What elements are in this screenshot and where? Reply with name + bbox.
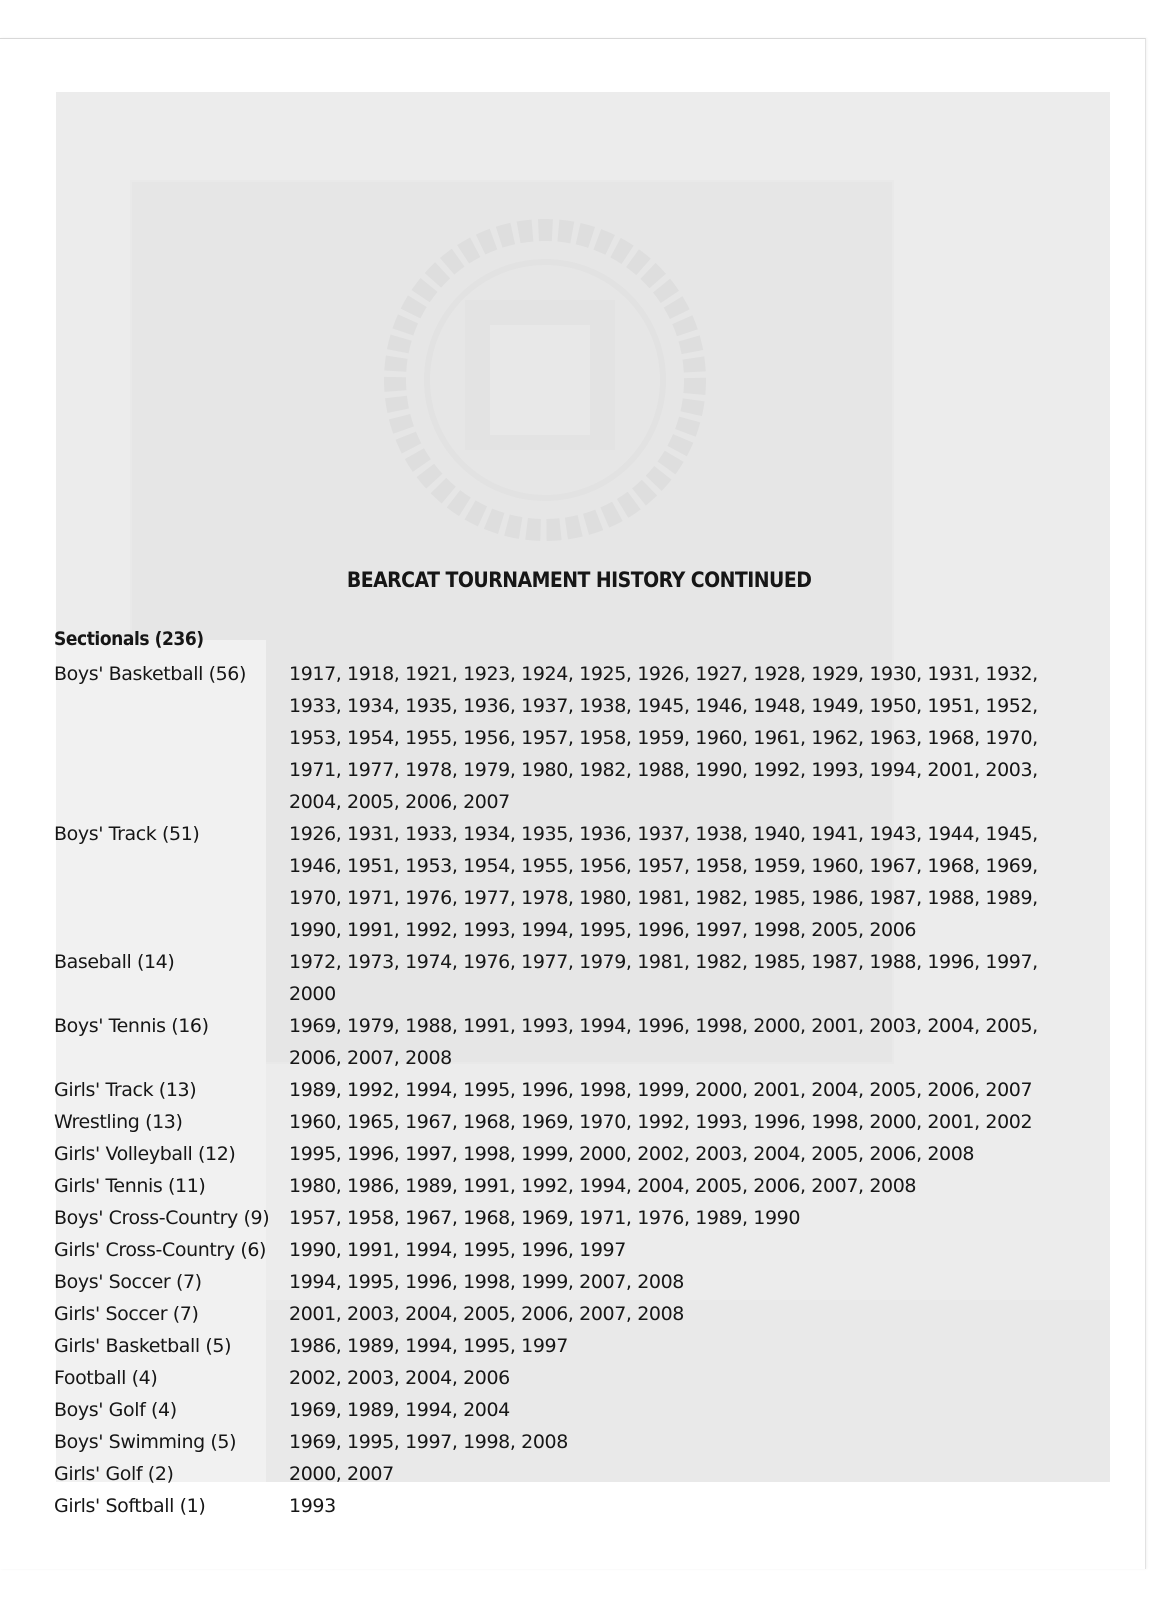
table-row	[54, 1298, 1074, 1330]
sport-years: 1969, 1979, 1988, 1991, 1993, 1994, 1996, 1998, 2000, 2001, 2003, 2004, 2005, 2006, 2007, 2008	[289, 1015, 1038, 1069]
table-row	[54, 1266, 1074, 1298]
sport-name: Wrestling (13)	[54, 1111, 183, 1133]
sport-years: 1980, 1986, 1989, 1991, 1992, 1994, 2004, 2005, 2006, 2007, 2008	[289, 1175, 917, 1197]
sport-years: 1969, 1995, 1997, 1998, 2008	[289, 1431, 568, 1453]
section-heading: Sectionals (236)	[54, 628, 204, 650]
table-row	[54, 1138, 1074, 1170]
sport-years: 1972, 1973, 1974, 1976, 1977, 1979, 1981, 1982, 1985, 1987, 1988, 1996, 1997, 2000	[289, 951, 1038, 1005]
sport-years: 1994, 1995, 1996, 1998, 1999, 2007, 2008	[289, 1271, 684, 1293]
watermark-seal-icon	[380, 215, 710, 545]
table-row	[54, 946, 1074, 1010]
sport-name: Baseball (14)	[54, 951, 175, 973]
table-row	[54, 1074, 1074, 1106]
sport-years: 1926, 1931, 1933, 1934, 1935, 1936, 1937, 1938, 1940, 1941, 1943, 1944, 1945, 1946, 1951, 1953, 1954, 1955, 1956, 1957, 1958, 1959, 1960, 1967, 1968, 1969, 1970, 1971, 1976, 1977, 1978, 1980, 1981, 1982, 1985, 1986, 1987, 1988, 1989, 1990, 1991, 1992, 1993, 1994, 1995, 1996, 1997, 1998, 2005, 2006	[289, 823, 1038, 941]
sport-name: Boys' Swimming (5)	[54, 1431, 237, 1453]
sport-name: Football (4)	[54, 1367, 158, 1389]
sport-name: Girls' Tennis (11)	[54, 1175, 206, 1197]
sport-years: 2002, 2003, 2004, 2006	[289, 1367, 510, 1389]
sport-name: Girls' Softball (1)	[54, 1495, 206, 1517]
table-row	[54, 818, 1074, 946]
table-row	[54, 1234, 1074, 1266]
table-row	[54, 1362, 1074, 1394]
page-title: BEARCAT TOURNAMENT HISTORY CONTINUED	[346, 568, 812, 592]
sport-name: Girls' Track (13)	[54, 1079, 197, 1101]
sport-years: 2001, 2003, 2004, 2005, 2006, 2007, 2008	[289, 1303, 684, 1325]
table-row	[54, 1458, 1074, 1490]
sport-years: 1990, 1991, 1994, 1995, 1996, 1997	[289, 1239, 626, 1261]
sport-name: Boys' Basketball (56)	[54, 663, 247, 685]
table-row	[54, 658, 1074, 818]
sport-name: Boys' Golf (4)	[54, 1399, 177, 1421]
sport-name: Girls' Soccer (7)	[54, 1303, 199, 1325]
sport-years: 1993	[289, 1495, 336, 1517]
sport-years: 1957, 1958, 1967, 1968, 1969, 1971, 1976, 1989, 1990	[289, 1207, 801, 1229]
sport-name: Boys' Cross-Country (9)	[54, 1207, 270, 1229]
table-row	[54, 1394, 1074, 1426]
table-row	[54, 1330, 1074, 1362]
table-row	[54, 1202, 1074, 1234]
sport-name: Boys' Tennis (16)	[54, 1015, 209, 1037]
sport-years: 1917, 1918, 1921, 1923, 1924, 1925, 1926, 1927, 1928, 1929, 1930, 1931, 1932, 1933, 1934, 1935, 1936, 1937, 1938, 1945, 1946, 1948, 1949, 1950, 1951, 1952, 1953, 1954, 1955, 1956, 1957, 1958, 1959, 1960, 1961, 1962, 1963, 1968, 1970, 1971, 1977, 1978, 1979, 1980, 1982, 1988, 1990, 1992, 1993, 1994, 2001, 2003, 2004, 2005, 2006, 2007	[289, 663, 1038, 813]
sport-name: Girls' Basketball (5)	[54, 1335, 232, 1357]
sport-years: 2000, 2007	[289, 1463, 394, 1485]
sectionals-table	[54, 658, 1074, 1522]
table-row	[54, 1490, 1074, 1522]
sport-name: Girls' Volleyball (12)	[54, 1143, 236, 1165]
sport-name: Girls' Golf (2)	[54, 1463, 174, 1485]
table-row	[54, 1106, 1074, 1138]
sport-years: 1995, 1996, 1997, 1998, 1999, 2000, 2002, 2003, 2004, 2005, 2006, 2008	[289, 1143, 975, 1165]
sport-years: 1989, 1992, 1994, 1995, 1996, 1998, 1999, 2000, 2001, 2004, 2005, 2006, 2007	[289, 1079, 1033, 1101]
sport-years: 1969, 1989, 1994, 2004	[289, 1399, 510, 1421]
table-row	[54, 1170, 1074, 1202]
sport-years: 1986, 1989, 1994, 1995, 1997	[289, 1335, 568, 1357]
sport-name: Boys' Soccer (7)	[54, 1271, 202, 1293]
sport-name: Girls' Cross-Country (6)	[54, 1239, 267, 1261]
table-row	[54, 1426, 1074, 1458]
table-row	[54, 1010, 1074, 1074]
sport-name: Boys' Track (51)	[54, 823, 200, 845]
sport-years: 1960, 1965, 1967, 1968, 1969, 1970, 1992, 1993, 1996, 1998, 2000, 2001, 2002	[289, 1111, 1033, 1133]
